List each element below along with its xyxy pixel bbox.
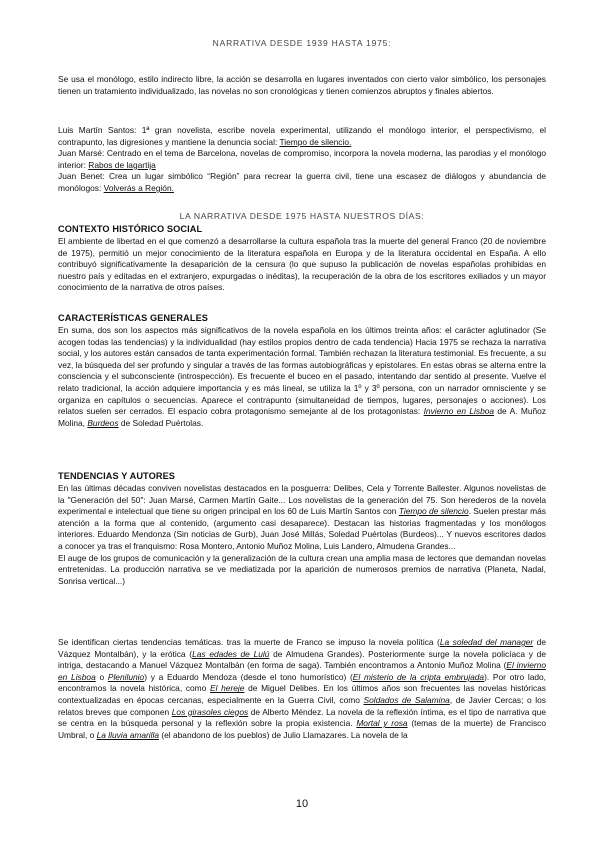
work-title: La lluvia amarilla [96,729,160,740]
author-benet: Juan Benet: Crea un lugar simbólico “Región” para recrear la guerra civil, tiene una escasez de diálogos y abundancia de monólogos: Volverás a Región. [58,171,546,193]
page-number: 10 [295,798,309,810]
tendencias-section [58,471,546,587]
authors-list [58,125,546,195]
tendencias-text-2: El auge de los grupos de comunicación y la generalización de la cultura crean una amplia masa de lectores que demandan novelas entretenidas. La producción narrativa se ve mediatizada por la aparición de numerosos premios de narrativa (Planeta, Nadal, Sonrisa vertical...) [58,552,546,586]
work-title: Volverás a Región. [103,182,174,193]
work-title: Rabos de lagartija [88,159,156,170]
contexto-heading: CONTEXTO HISTÓRICO SOCIAL [58,224,203,234]
work-title: Tiempo de silencio. [279,136,352,147]
work-title: Plenilunio [107,671,145,682]
caracteristicas-section [58,313,546,429]
work-title: Soldados de Salamina [363,694,450,705]
caracteristicas-heading: CARACTERÍSTICAS GENERALES [58,313,209,323]
work-title: Invierno en Lisboa [423,406,495,417]
contexto-section [58,224,546,294]
contexto-text: El ambiente de libertad en el que comenzó a desarrollarse la cultura española tras la muerte del general Franco (20 de noviembre de 1975), permitió un mejor conocimiento de la literatura española en Europa y de la literatura occidental en España. A ello contribuyó significativamente la desaparición de la censura (lo que supuso la publicación de novelas españolas prohibidas en nuestro país y editadas en el extranjero, expurgadas o inéditas), la recuperación de la obra de los escritores exiliados y un mayor conocimiento de la narrativa de otros países. [58,236,546,293]
intro-paragraph: Se usa el monólogo, estilo indirecto libre, la acción se desarrolla en lugares inventados con cierto valor simbólico, los personajes tienen un tratamiento individualizado, las novelas no son cronológicas y tienen comienzos abruptos y finales abiertos. [58,74,546,96]
work-title: Los girasoles ciegos [171,706,249,717]
work-title: Burdeos [87,417,119,428]
work-title: Mortal y rosa [356,718,408,729]
tendencias-text: En las últimas décadas conviven novelistas destacados en la posguerra: Delibes, Cela y Torrente Ballester. Algunos novelistas de la "Generación del 50": Juan Marsé, Carmen Martín Gaite... Los novelistas de la generación del 75. Son herederos de la novela experimental e intelectual que tiene su origen principal en los 60 de Luis Martín Santos con Tiempo de silencio. Suelen prestar más atención a la forma que al contenido, (argumento casi desaparece). Destacan las historias fragmentadas y los monólogos interiores. Eduardo Mendonza (Sin noticias de Gurb), Juan José Millás, Soledad Puértolas (Burdeos)... Y nuevos escritores dados a conocer ya tras el franquismo: Rosa Montero, Antonio Muñoz Molina, Luis Landero, Almudena Grandes... [58,483,546,551]
page-header: NARRATIVA DESDE 1939 HASTA 1975: [212,38,392,48]
work-title: La soledad del manager [439,637,534,647]
work-title: El hereje [210,683,245,694]
work-title: Las edades de Lulú [192,648,270,659]
section-title: LA NARRATIVA DESDE 1975 HASTA NUESTROS DÍAS: [179,211,425,221]
caracteristicas-text: En suma, dos son los aspectos más significativos de la novela española en los últimos treinta años: el carácter aglutinador (Se acogen todas las tendencias) y la individualidad (hay estilos propios dentro de cada tendencia) Hacia 1975 se rechaza la narrativa social, y los autores están cansados de tanta experimentación formal. También rechazan la literatura testimonial. Es frecuente, a su vez, la búsqueda del ser profundo y singular a través de las formas autobiográficas y epistolares. En estas obras se alterna entre la consciencia y el subconsciente (introspección). Es frecuente el buceo en el pasado, intentando dar sentido al presente. Vuelve el relato tradicional, la acción adquiere importancia y es más lineal, se utiliza la 1º y 3º persona, con un narrador omnisciente y se organiza en capítulos o secuencias. Aparece el contrapunto (simultaneidad de tiempos, lugares, personajes o acciones). Los relatos suelen ser cerrados. El espacio cobra protagonismo semejante al de los protagonistas: Invierno en Lisboa de A. Muñoz Molina, Burdeos de Soledad Puértolas. [58,325,546,428]
author-martin-santos: Luis Martín Santos: 1ª gran novelista, escribe novela experimental, utilizando el monólogo interior, el perspectivismo, el contrapunto, las digresiones y mantiene la denuncia social: Tiempo de silencio. [58,125,546,147]
work-title: Tiempo de silencio [398,506,469,517]
work-title: El invierno en Lisboa [58,660,546,682]
author-marse: Juan Marsé: Centrado en el tema de Barcelona, novelas de compromiso, incorpora la novela moderna, las parodias y el monólogo interior: Rabos de lagartija [58,148,546,170]
final-paragraph: Se identifican ciertas tendencias temáticas. tras la muerte de Franco se impuso la novela política (La soledad del manager de Vázquez Montalbán), y la erótica (Las edades de Lulú de Almudena Grandes). Posteriormente surge la novela policíaca y de intriga, destacando a Manuel Vázquez Montalbán (en forma de saga). También encontramos a Antonio Muñoz Molina (El invierno en Lisboa o Plenilunio) y a Eduardo Mendoza (desde el tono humorístico) (El misterio de la cripta embrujada). Por otro lado, encontramos la novela histórica, como El hereje de Miguel Delibes. En los últimos años son frecuentes las novelas históricas contextualizadas en épocas cercanas, especialmente en la Guerra Civil, como Soldados de Salamina, de Javier Cercas; o los relatos breves que componen Los girasoles ciegos de Alberto Méndez. La novela de la reflexión íntima, es el tipo de narrativa que se centra en la búsqueda personal y la reflexión sobre la propia existencia. Mortal y rosa (temas de la muerte) de Francisco Umbral, o La lluvia amarilla (el abandono de los pueblos) de Julio Llamazares. La novela de la [58,637,547,740]
tendencias-heading: TENDENCIAS Y AUTORES [58,471,176,481]
work-title: El misterio de la cripta embrujada [352,671,485,682]
section-title-wrap [58,211,546,221]
